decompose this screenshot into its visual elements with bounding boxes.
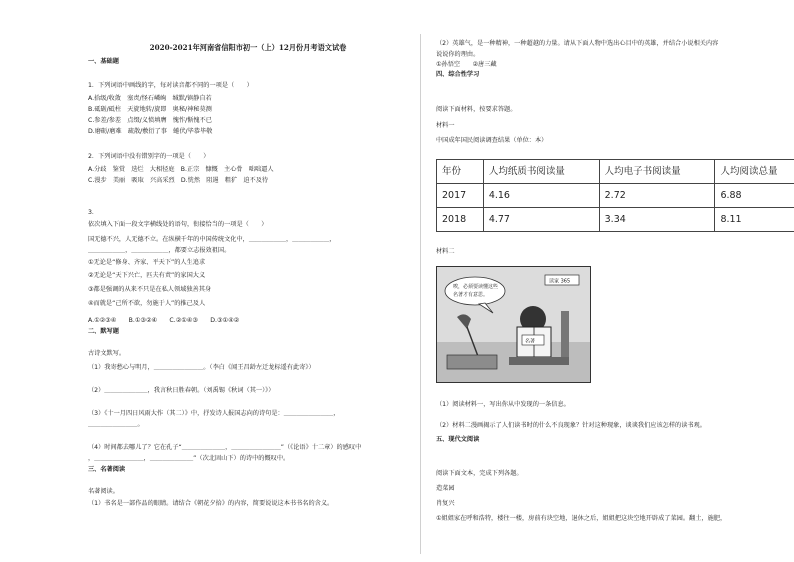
section-4-heading: 四、综合性学习 — [436, 71, 480, 78]
table-cell: 8.11 — [715, 208, 794, 232]
reading-intro-2: 阅读下面文本，完成下列各题。 — [436, 470, 523, 477]
cartoon-drawing — [437, 267, 590, 382]
table-cell: 3.34 — [599, 208, 715, 232]
table-cell: 2017 — [437, 184, 484, 208]
essay-author: 肖复兴 — [436, 500, 455, 507]
section-2-heading: 二、默写题 — [88, 328, 119, 335]
book-q1: （1）书名是一部作品的眼睛。请结合《朝花夕拾》的内容，简要说说这本书书名的含义。 — [88, 500, 334, 507]
table-header-cell: 年份 — [437, 160, 484, 184]
table-row — [437, 184, 794, 208]
essay-paragraph-1: ①姐姐家在呼和浩特，楼往一楼，房前有块空地，退休之后，姐姐把这块空地开辟成了菜园。翻土，施肥， — [436, 515, 727, 522]
q3-item-2: ②无论是“天下兴亡，匹夫有责”的家国大义 — [88, 272, 206, 279]
cartoon-sign: 读家 365 — [549, 278, 571, 285]
q3-text-line-2: ＿＿＿＿＿＿，＿＿＿＿＿＿，都要立志报效祖国。 — [88, 247, 231, 254]
q3-options: A.①②③④ B.①③②④ C.②①④③ D.③①④② — [88, 317, 240, 324]
poem-line-3: （3）《十一月四日风雨大作（其二）》中，抒发诗人报国志向的诗句是：＿＿＿＿＿＿＿＿， — [88, 410, 340, 417]
table-row — [437, 208, 794, 232]
q1-option-d: D.磨砺/磨难 疏散/敷衍了事 蜷伏/毕恭毕敬 — [88, 128, 213, 135]
material-question-1: （1）阅读材料一，写出你从中发现的一条信息。 — [436, 401, 570, 408]
q3-item-3: ③都是强调的从来不只是在私人领域独善其身 — [88, 286, 212, 293]
cartoon-illustration — [436, 266, 591, 383]
hero-question-line-2: 说说你的理由。 — [436, 51, 480, 58]
q3-item-1: ①无论是“修身、齐家、平天下”的人生追求 — [88, 259, 206, 266]
table-caption: 中国成年国民阅读调查结果（单位：本） — [436, 137, 548, 144]
poem-line-2: （2）＿＿＿＿＿＿＿，我言秋日胜春朝。（刘禹锡《秋词（其一）》） — [88, 387, 275, 394]
table-cell: 2.72 — [599, 184, 715, 208]
book-intro: 名著阅读。 — [88, 488, 119, 495]
table-cell: 4.77 — [483, 208, 599, 232]
material-question-2: （2）材料二漫画揭示了人们读书时的什么不良现象？针对这种现象，谈谈我们应该怎样的读书观。 — [436, 422, 706, 429]
hero-question-line-1: （2）英雄气，是一种精神，一种超越的力量。请从下面人物中选出心目中的英雄，并结合小说相关内容 — [436, 40, 719, 47]
material-1-label: 材料一 — [436, 122, 455, 129]
cartoon-bubble-line-1: 唉，必须要读懂这些 — [453, 284, 499, 290]
section-5-heading: 五、现代文阅读 — [436, 436, 480, 443]
q1-stem: 1．下列词语中画线的字，每对读音都不同的一项是（ ） — [88, 82, 253, 89]
q2-options-cd: C.漫步 美丽 吸取 兴高采烈 D.恍然 阻遏 粗犷 迫不及待 — [88, 177, 269, 184]
poem-line-3b: ＿＿＿＿＿＿＿＿。 — [88, 421, 144, 428]
table-cell: 6.88 — [715, 184, 794, 208]
q3-number: 3． — [88, 209, 99, 216]
table-header-cell: 人均阅读总量 — [715, 160, 794, 184]
q2-stem: 2．下列词语中没有错别字的一项是（ ） — [88, 153, 210, 160]
column-divider — [420, 34, 421, 554]
q1-option-a: A.拾级/收敛 塞责/怪石嶙峋 缄默/镇静自若 — [88, 95, 212, 102]
table-cell: 2018 — [437, 208, 484, 232]
exam-title: 2020-2021年河南省信阳市初一（上）12月份月考语文试卷 — [149, 43, 347, 52]
q3-item-4: ④而就是“己所不欲，勿施于人”的推己及人 — [88, 300, 206, 307]
hero-options: ①孙悟空 ②唐三藏 — [436, 61, 497, 68]
poem-intro: 古诗文默写。 — [88, 350, 126, 357]
q3-text-line-1: 国无德不兴，人无德不立。在纵横千年的中国传统文化中，＿＿＿＿＿＿，＿＿＿＿＿＿， — [88, 236, 336, 243]
reading-intro: 阅读下面材料，按要求答题。 — [436, 106, 517, 113]
q2-options-ab: A.分歧 鉴赏 迭烂 大相径庭 B.正宗 慷慨 主心骨 咄咄逼人 — [88, 166, 274, 173]
section-3-heading: 三、名著阅读 — [88, 466, 126, 473]
table-header-cell: 人均纸质书阅读量 — [483, 160, 599, 184]
poem-line-4b: ，＿＿＿＿＿＿＿＿，＿＿＿＿＿＿＿”（次北固山下）的诗中的慨叹中。 — [88, 455, 290, 462]
essay-title: 造菜园 — [436, 485, 455, 492]
cartoon-book-label: 名著 — [525, 338, 536, 345]
q1-option-c: C.参差/参差 点缀/义愤填膺 愧怍/惭愧不已 — [88, 117, 212, 124]
table-header-row — [437, 160, 794, 184]
section-1-heading: 一、基础题 — [88, 58, 119, 65]
table-header-cell: 人均电子书阅读量 — [599, 160, 715, 184]
reading-survey-table — [436, 159, 794, 232]
cartoon-bubble-line-2: 名著才有意思。 — [453, 292, 489, 298]
q1-option-b: B.砥砺/砥柱 天旋地转/旋即 奥秘/神秘莫测 — [88, 106, 212, 113]
material-2-label: 材料二 — [436, 248, 455, 255]
poem-line-1: （1）我寄愁心与明月，＿＿＿＿＿＿＿＿。（李白《闻王昌龄左迁龙标遥有此寄》） — [88, 364, 315, 371]
poem-line-4: （4）时间都去哪儿了？它在孔子“＿＿＿＿＿＿＿，＿＿＿＿＿＿＿＿”（《论语》十二章）的感叹中 — [88, 444, 362, 451]
q3-stem: 依次填入下面一段文字横线处的语句，衔接恰当的一项是（ ） — [88, 221, 268, 228]
table-cell: 4.16 — [483, 184, 599, 208]
